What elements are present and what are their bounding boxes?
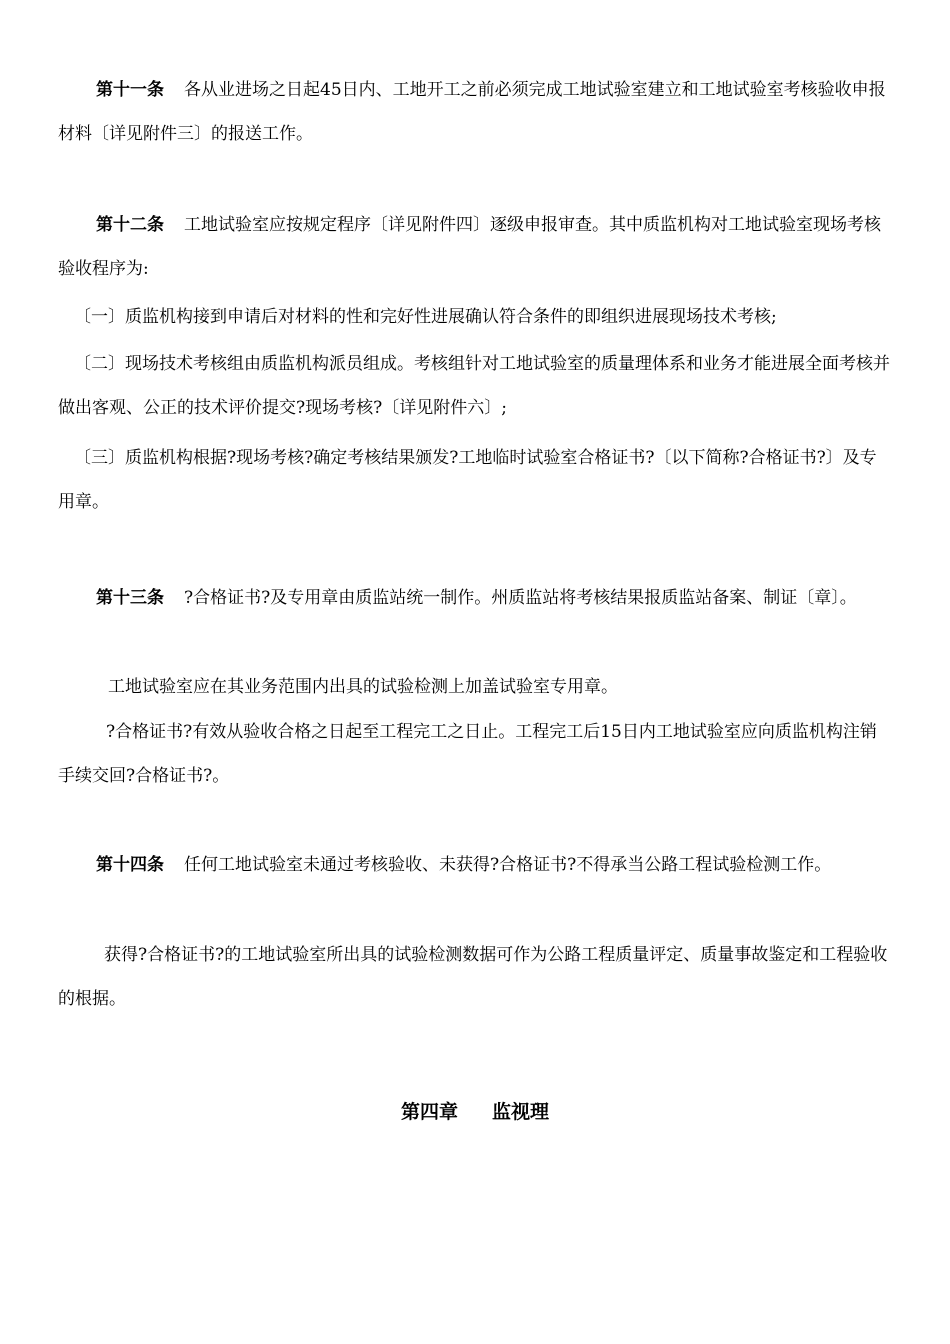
article-13-para-2: ?合格证书?有效从验收合格之日起至工程完工之日止。工程完工后15日内工地试验室应向质监机构注销手续交回?合格证书?。 xyxy=(58,722,877,786)
article-14-heading: 第十四条 xyxy=(96,855,164,875)
article-12-text: 工地试验室应按规定程序〔详见附件四〕逐级申报审查。其中质监机构对工地试验室现场考核验收程序为: xyxy=(58,215,881,279)
article-13-para-1: 工地试验室应在其业务范围内出具的试验检测上加盖试验室专用章。 xyxy=(108,677,618,697)
article-12-item-3: 〔三〕质监机构根据?现场考核?确定考核结果颁发?工地临时试验室合格证书?〔以下简称?合格证书?〕及专用章。 xyxy=(58,448,877,512)
article-14-para-1: 获得?合格证书?的工地试验室所出具的试验检测数据可作为公路工程质量评定、质量事故鉴定和工程验收的根据。 xyxy=(58,945,888,1009)
article-13-text: ?合格证书?及专用章由质监站统一制作。州质监站将考核结果报质监站备案、制证〔章〕。 xyxy=(184,588,857,608)
article-12-heading: 第十二条 xyxy=(96,215,164,235)
article-11 xyxy=(58,68,892,156)
article-11-heading: 第十一条 xyxy=(96,80,164,100)
article-14-text: 任何工地试验室未通过考核验收、未获得?合格证书?不得承当公路工程试验检测工作。 xyxy=(184,855,832,875)
chapter-heading xyxy=(0,1090,950,1134)
chapter-number: 第四章 xyxy=(400,1101,458,1123)
article-14 xyxy=(58,843,892,887)
article-13-heading: 第十三条 xyxy=(96,588,164,608)
article-11-text: 各从业进场之日起45日内、工地开工之前必须完成工地试验室建立和工地试验室考核验收申报材料〔详见附件三〕的报送工作。 xyxy=(58,80,886,144)
article-12 xyxy=(58,203,892,291)
chapter-title: 监视理 xyxy=(492,1101,550,1123)
article-12-item-2: 〔二〕现场技术考核组由质监机构派员组成。考核组针对工地试验室的质量理体系和业务才能进展全面考核并做出客观、公正的技术评价提交?现场考核?〔详见附件六〕; xyxy=(58,354,890,418)
article-13 xyxy=(58,576,892,620)
article-12-item-1: 〔一〕质监机构接到申请后对材料的性和完好性进展确认符合条件的即组织进展现场技术考核; xyxy=(74,307,777,327)
